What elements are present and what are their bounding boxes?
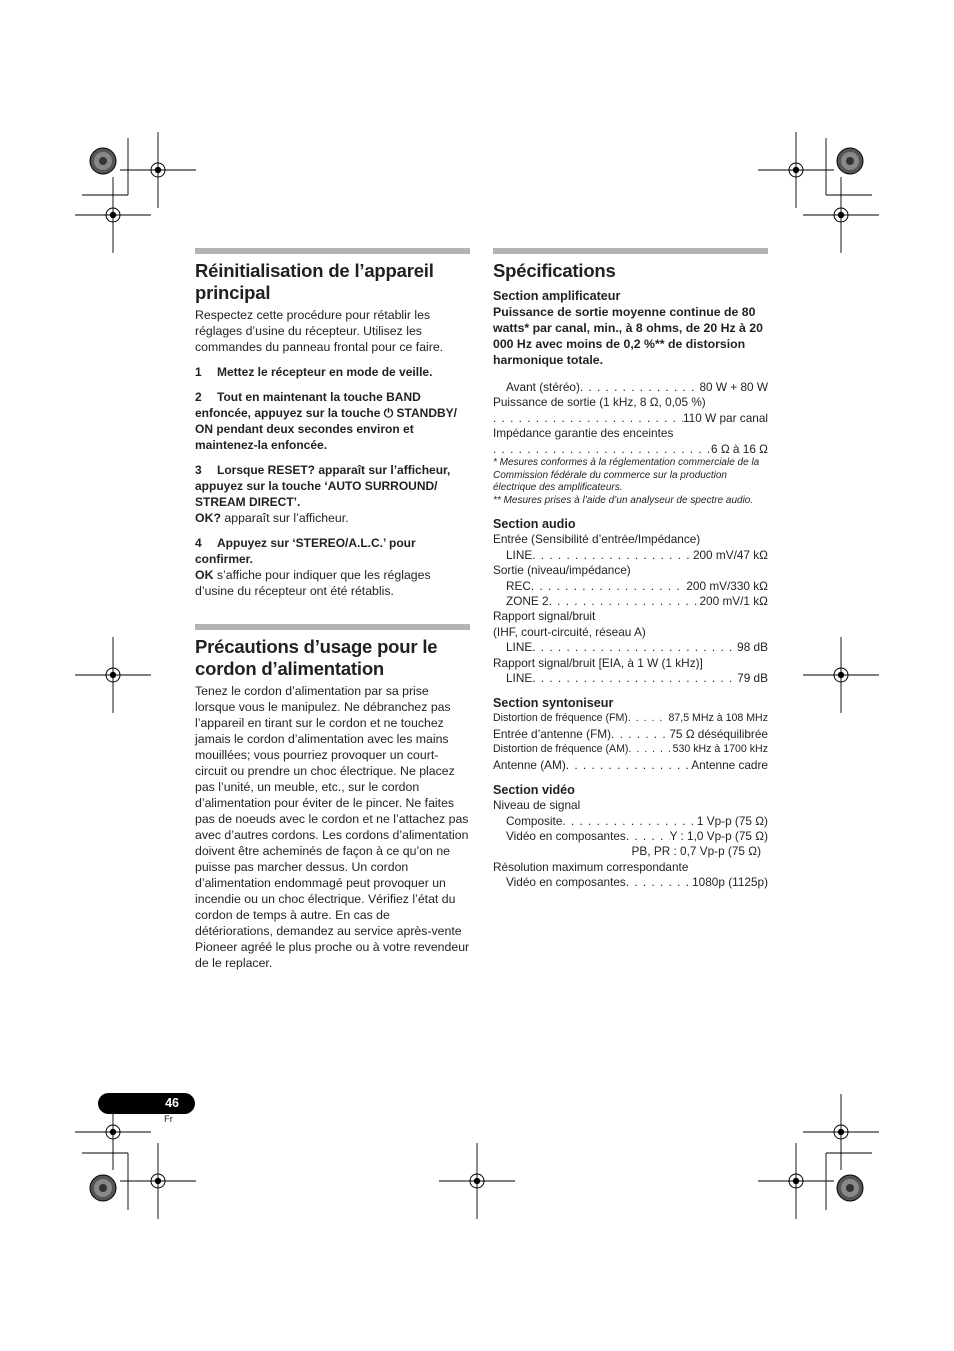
spec-label-rapport-1b: (IHF, court-circuité, réseau A) — [493, 624, 646, 639]
section-divider-bar — [493, 248, 768, 254]
spec-row-composite: Composite . . . 1 Vp-p (75 Ω) — [493, 814, 768, 829]
reset-step-3 — [195, 462, 470, 510]
step-text: Lorsque RESET? apparaît sur l’afficheur, appuyez sur la touche ‘AUTO SURROUND/ STREAM DIRECT’. — [195, 463, 451, 509]
footnote-1: * Mesures conformes à la réglementation commerciale de la Commission fédérale du commerce sur la production électrique des amplificateurs. — [493, 457, 760, 494]
spec-row-fm-antenna: Entrée d’antenne (FM) . . . 75 Ω déséquilibrée — [493, 727, 768, 742]
audio-heading: Section audio — [493, 517, 576, 532]
section-divider-bar — [195, 624, 470, 630]
amp-power-statement: Puissance de sortie moyenne continue de 80 watts* par canal, min., à 8 ohms, de 20 Hz à 20 000 Hz avec moins de 0,2 %** de distorsion harmonique totale. — [493, 305, 763, 367]
amp-heading: Section amplificateur — [493, 289, 621, 303]
reset-intro: Respectez cette procédure pour rétablir les réglages d’usine du récepteur. Utilisez les commandes du panneau frontal pour ce faire. — [195, 308, 444, 354]
spec-row-impedance: . . . 6 Ω à 16 Ω — [493, 442, 768, 457]
spec-row-line: LINE . . . 200 mV/47 kΩ — [493, 548, 768, 563]
spec-label-rapport-2: Rapport signal/bruit [EIA, à 1 W (1 kHz)] — [493, 655, 703, 670]
reset-title: Réinitialisation de l’appareil principal — [195, 260, 434, 303]
spec-row-pbpr: PB, PR : 0,7 Vp-p (75 Ω) — [631, 844, 761, 859]
spec-row-line-snr-eia: LINE . . . 79 dB — [493, 671, 768, 686]
tuner-heading: Section syntoniseur — [493, 696, 614, 711]
spec-row-component: Vidéo en composantes . . . Y : 1,0 Vp-p (75 Ω) — [493, 829, 768, 844]
reset-step-3-result — [195, 510, 470, 526]
reset-step-2 — [195, 389, 470, 453]
display-ok-question: OK? — [195, 511, 221, 525]
spec-row-fm-range: Distortion de fréquence (FM) . . . 87,5 MHz à 108 MHz — [493, 711, 768, 726]
spec-label-impedance: Impédance garantie des enceintes — [493, 426, 674, 441]
spec-row-zone2: ZONE 2 . . . 200 mV/1 kΩ — [493, 594, 768, 609]
spec-label-niveau: Niveau de signal — [493, 798, 581, 813]
step-number: 3 — [195, 463, 202, 477]
cord-body: Tenez le cordon d’alimentation par sa prise lorsque vous le manipulez. Ne débranchez pas l’appareil en tirant sur le cordon et ne touchez jamais le cordon d’alimentation avec les mains mouillées; vous pourriez provoquer un court-circuit ou prendre un choc électrique. Ne placez pas l’unité, un meuble, etc., sur le cordon d’alimentation pour éviter de le pincer. Ne faites pas de noeuds avec le cordon et ne l’attachez pas avec d’autres cordons. Les cordons d’alimentation doivent être acheminés de façon à ce qu’on ne puisse pas marcher dessus. Un cordon d’alimentation endommagé peut provoquer un incendie ou un choc électrique. Vérifiez l’état du cordon de temps à autre. En cas de détériorations, demandez au service après-vente Pioneer agréé le plus proche ou à votre revendeur de le replacer. — [195, 684, 470, 970]
reset-step-1 — [195, 364, 470, 380]
spec-row-avant: Avant (stéréo) . . . 80 W + 80 W — [493, 380, 768, 395]
spec-row-puissance: . . . 110 W par canal — [493, 411, 768, 426]
page-number: 46 — [165, 1096, 179, 1110]
result-text: s’affiche pour indiquer que les réglages d’usine du récepteur ont été rétablis. — [195, 568, 431, 598]
spec-row-am-antenna: Antenne (AM) . . . Antenne cadre — [493, 758, 768, 773]
left-column — [195, 248, 470, 971]
step-number: 4 — [195, 536, 202, 550]
right-column — [493, 248, 768, 891]
language-code: Fr — [164, 1114, 173, 1125]
reset-step-4 — [195, 535, 470, 567]
section-divider-bar — [195, 248, 470, 254]
display-ok: OK — [195, 568, 214, 582]
spec-label-puissance: Puissance de sortie (1 kHz, 8 Ω, 0,05 %) — [493, 395, 706, 410]
step-number: 1 — [195, 365, 202, 379]
step-number: 2 — [195, 390, 202, 404]
spec-label-entree: Entrée (Sensibilité d’entrée/Impédance) — [493, 532, 701, 547]
footnote-2: ** Mesures prises à l’aide d’un analyseur de spectre audio. — [493, 494, 754, 506]
step-text: Tout en maintenant la touche BAND enfoncée, appuyez sur la touche ⏻ STANDBY/ ON pendant deux secondes environ et maintenez-la enfoncée. — [195, 390, 457, 452]
page-number-badge — [98, 1093, 195, 1114]
video-heading: Section vidéo — [493, 783, 575, 798]
reset-step-4-result — [195, 567, 470, 599]
spec-label-resolution: Résolution maximum correspondante — [493, 859, 689, 874]
step-text: Appuyez sur ‘STEREO/A.L.C.’ pour confirmer. — [195, 536, 416, 566]
spec-row-line-snr-ihf: LINE . . . 98 dB — [493, 640, 768, 655]
cord-title: Précautions d’usage pour le cordon d’alimentation — [195, 636, 438, 679]
specs-title: Spécifications — [493, 260, 616, 281]
spec-row-component-resolution: Vidéo en composantes . . . 1080p (1125p) — [493, 875, 768, 890]
spec-row-am-range: Distortion de fréquence (AM) . . . 530 kHz à 1700 kHz — [493, 742, 768, 757]
step-text: Mettez le récepteur en mode de veille. — [217, 365, 433, 379]
spec-row-rec: REC . . . 200 mV/330 kΩ — [493, 579, 768, 594]
spec-label-rapport-1: Rapport signal/bruit — [493, 609, 596, 624]
result-text: apparaît sur l’afficheur. — [220, 511, 349, 525]
spec-label-sortie: Sortie (niveau/impédance) — [493, 563, 631, 578]
